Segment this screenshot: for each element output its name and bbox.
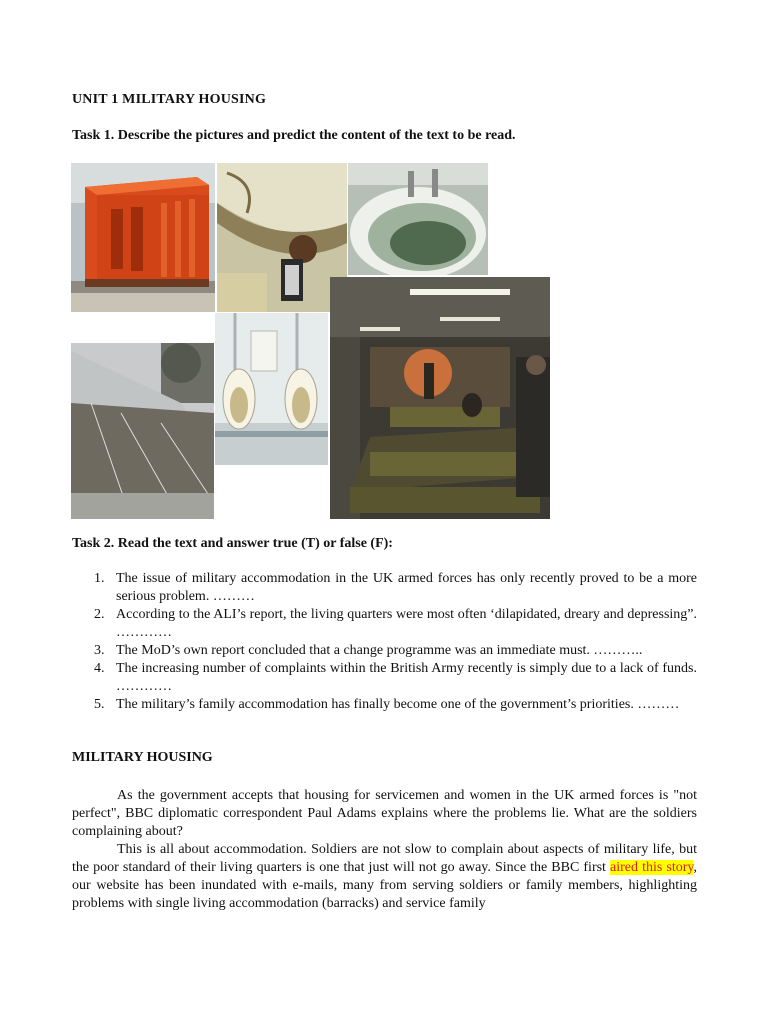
article-body bbox=[72, 787, 697, 913]
item-text: The increasing number of complaints within the British Army recently is simply due to a lack of funds. ………… bbox=[116, 661, 697, 694]
item-text: According to the ALI’s report, the living quarters were most often ‘dilapidated, dreary and depressing”. ………… bbox=[116, 607, 697, 640]
item-number: 1. bbox=[94, 571, 105, 586]
list-item bbox=[72, 660, 697, 696]
list-item bbox=[72, 642, 697, 660]
list-item bbox=[72, 606, 697, 642]
photo-urinals bbox=[215, 313, 328, 465]
paragraph-1: As the government accepts that housing for servicemen and women in the UK armed forces is "not perfect", BBC diplomatic correspondent Paul Adams explains where the problems lie. What are the soldiers complaining about? bbox=[72, 788, 697, 839]
item-text: The MoD’s own report concluded that a change programme was an immediate must. ……….. bbox=[116, 643, 643, 658]
item-number: 2. bbox=[94, 607, 105, 622]
item-text: The military’s family accommodation has finally become one of the government’s priorities. ……… bbox=[116, 697, 680, 712]
paragraph-2 bbox=[72, 841, 697, 913]
list-item bbox=[72, 570, 697, 606]
photo-dirty-bath bbox=[348, 163, 488, 275]
item-number: 5. bbox=[94, 697, 105, 712]
paragraph-2-start: This is all about accommodation. Soldiers are not slow to complain about aspects of military life, but the poor standard of their living quarters is one that just will not go away. Since the BBC first bbox=[72, 842, 697, 875]
list-item bbox=[72, 696, 697, 714]
photo-barracks-room bbox=[330, 277, 550, 519]
paragraph-2-end: , our website has been inundated with e-mails, many from serving soldiers or family members, highlighting problems with single living accommodation (barracks) and service family bbox=[72, 860, 697, 911]
task1-heading: Task 1. Describe the pictures and predict the content of the text to be read. bbox=[72, 128, 516, 143]
photo-orange-container bbox=[71, 163, 215, 312]
unit-title: UNIT 1 MILITARY HOUSING bbox=[72, 92, 267, 107]
item-number: 3. bbox=[94, 643, 105, 658]
photo-damaged-ceiling bbox=[217, 163, 347, 312]
task2-heading: Task 2. Read the text and answer true (T) or false (F): bbox=[72, 536, 393, 551]
article-title: MILITARY HOUSING bbox=[72, 750, 213, 765]
true-false-list bbox=[72, 570, 697, 714]
item-text: The issue of military accommodation in the UK armed forces has only recently proved to be a more serious problem. ……… bbox=[116, 571, 697, 604]
highlighted-link-text[interactable]: aired this story bbox=[610, 860, 694, 875]
photo-tent bbox=[71, 343, 214, 519]
item-number: 4. bbox=[94, 661, 105, 676]
